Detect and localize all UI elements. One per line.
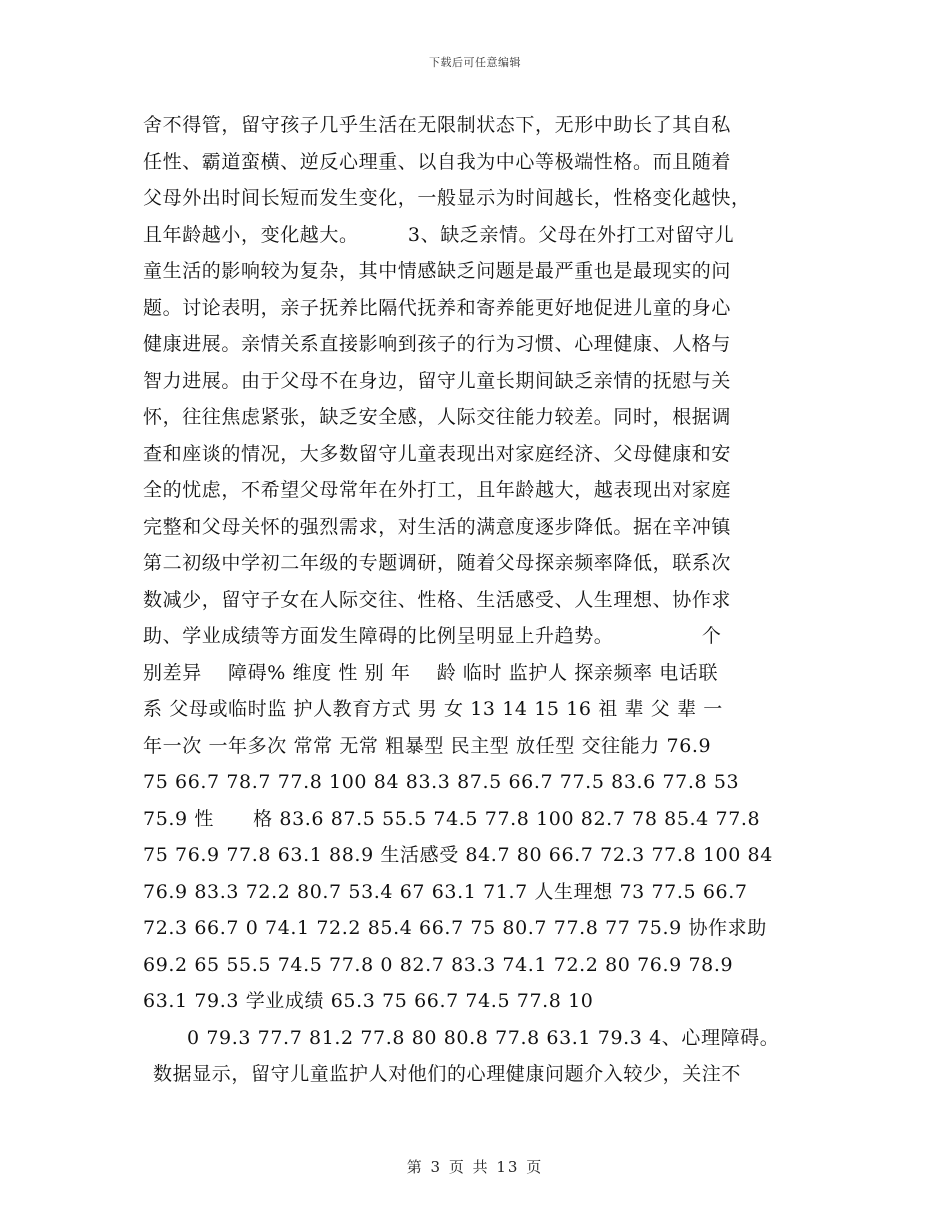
text-line-13: 第二初级中学初二年级的专题调研，随着父母探亲频率降低，联系次 bbox=[143, 552, 732, 574]
text-line-10: 查和座谈的情况，大多数留守儿童表现出对家庭经济、父母健康和安 bbox=[143, 442, 732, 465]
text-line-22: 76.9 83.3 72.2 80.7 53.4 67 63.1 71.7 人生理想 73 77.5 66.7 bbox=[143, 880, 748, 903]
text-line-16: 别差异 障碍% 维度 性 别 年 龄 临时 监护人 探亲频率 电话联 bbox=[143, 661, 719, 684]
header-note: 下载后可任意编辑 bbox=[429, 56, 521, 69]
text-line-7: 健康进展。亲情关系直接影响到孩子的行为习惯、心理健康、人格与 bbox=[143, 333, 732, 355]
text-line-15: 助、学业成绩等方面发生障碍的比例呈明显上升趋势。 个 bbox=[143, 625, 722, 647]
text-line-9: 怀，往往焦虑紧张，缺乏安全感，人际交往能力较差。同时，根据调 bbox=[143, 406, 732, 428]
text-line-18: 年一次 一年多次 常常 无常 粗暴型 民主型 放任型 交往能力 76.9 bbox=[143, 734, 712, 757]
text-line-11: 全的忧虑，不希望父母常年在外打工，且年龄越大，越表现出对家庭 bbox=[143, 479, 732, 501]
text-line-8: 智力进展。由于父母不在身边，留守儿童长期间缺乏亲情的抚慰与关 bbox=[143, 369, 732, 392]
text-line-1: 舍不得管，留守孩子几乎生活在无限制状态下，无形中助长了其自私 bbox=[143, 114, 732, 136]
text-line-26: 0 79.3 77.7 81.2 77.8 80 80.8 77.8 63.1 79.3 4、心理障碍。 bbox=[187, 1026, 780, 1049]
text-line-12: 完整和父母关怀的强烈需求，对生活的满意度逐步降低。据在辛冲镇 bbox=[143, 515, 732, 538]
text-line-23: 72.3 66.7 0 74.1 72.2 85.4 66.7 75 80.7 77.8 77 75.9 协作求助 bbox=[143, 917, 767, 939]
text-line-14: 数减少，留守子女在人际交往、性格、生活感受、人生理想、协作求 bbox=[143, 588, 732, 611]
text-line-20: 75.9 性 格 83.6 87.5 55.5 74.5 77.8 100 82.7 78 85.4 77.8 bbox=[143, 807, 761, 830]
text-line-4: 且年龄越小，变化越大。 3、缺乏亲情。父母在外打工对留守儿 bbox=[143, 223, 735, 246]
text-line-21: 75 76.9 77.8 63.1 88.9 生活感受 84.7 80 66.7 72.3 77.8 100 84 bbox=[143, 844, 773, 866]
body-text bbox=[143, 107, 823, 1093]
text-line-5: 童生活的影响较为复杂，其中情感缺乏问题是最严重也是最现实的问 bbox=[143, 260, 732, 282]
text-line-17: 系 父母或临时监 护人教育方式 男 女 13 14 15 16 祖 辈 父 辈 一 bbox=[143, 698, 723, 720]
text-line-19: 75 66.7 78.7 77.8 100 84 83.3 87.5 66.7 77.5 83.6 77.8 53 bbox=[143, 771, 740, 793]
text-line-2: 任性、霸道蛮横、逆反心理重、以自我为中心等极端性格。而且随着 bbox=[143, 150, 732, 173]
text-line-3: 父母外出时间长短而发生变化，一般显示为时间越长，性格变化越快， bbox=[143, 187, 751, 209]
text-line-6: 题。讨论表明，亲子抚养比隔代抚养和寄养能更好地促进儿童的身心 bbox=[143, 296, 732, 319]
page-number-footer: 第 3 页 共 13 页 bbox=[406, 1158, 544, 1176]
text-line-24: 69.2 65 55.5 74.5 77.8 0 82.7 83.3 74.1 72.2 80 76.9 78.9 bbox=[143, 953, 734, 976]
text-line-25: 63.1 79.3 学业成绩 65.3 75 66.7 74.5 77.8 10 bbox=[143, 990, 594, 1012]
text-line-27: 数据显示，留守儿童监护人对他们的心理健康问题介入较少，关注不 bbox=[153, 1063, 742, 1085]
